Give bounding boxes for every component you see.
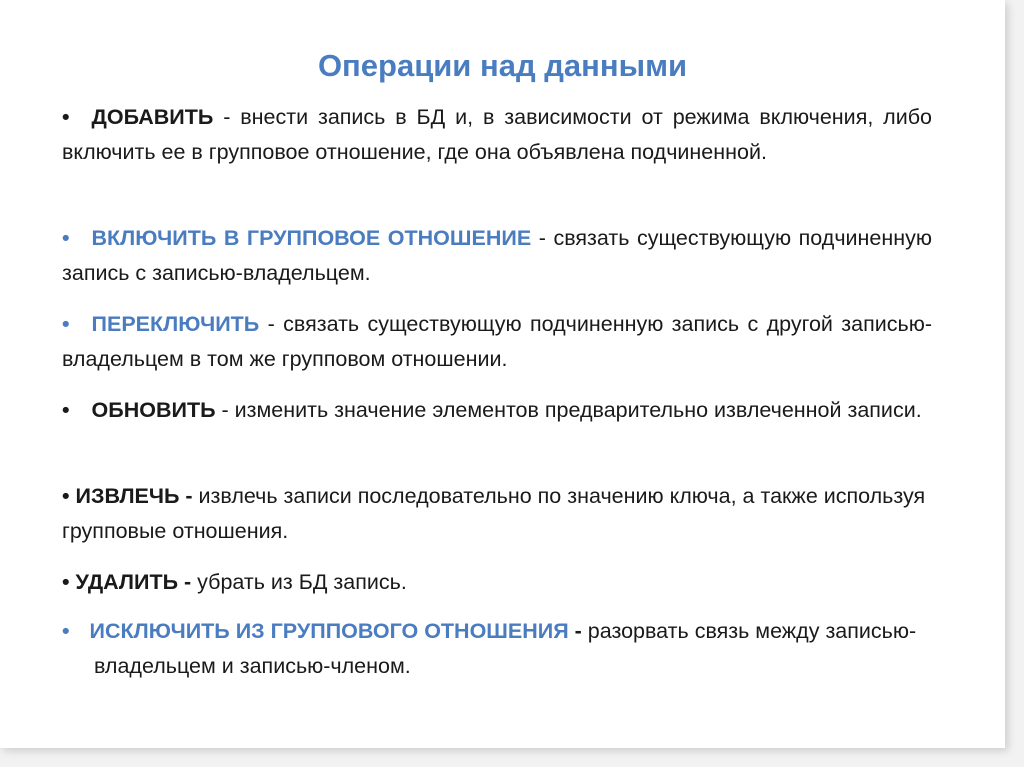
item-text: убрать из БД запись. bbox=[197, 570, 407, 594]
item-text: извлечь записи последовательно по значению ключа, а также используя групповые отношения. bbox=[62, 484, 926, 543]
list-item-fetch bbox=[62, 479, 932, 549]
item-keyword: ВКЛЮЧИТЬ В ГРУППОВОЕ ОТНОШЕНИЕ bbox=[91, 226, 532, 250]
bullet-icon: • bbox=[62, 484, 70, 508]
item-text: изменить значение элементов предварительно извлеченной записи. bbox=[234, 398, 922, 422]
item-keyword: ИСКЛЮЧИТЬ ИЗ ГРУППОВОГО ОТНОШЕНИЯ bbox=[89, 619, 569, 643]
item-dash: - bbox=[531, 226, 554, 250]
list-item-update bbox=[62, 393, 932, 428]
item-dash: - bbox=[179, 484, 199, 508]
item-text: внести запись в БД и, в зависимости от режима включения, либо включить ее в групповое отношение, где она объявлена подчиненной. bbox=[62, 105, 933, 164]
list-item-exclude bbox=[62, 614, 964, 684]
list-item-include bbox=[62, 221, 932, 291]
bullet-icon: • bbox=[62, 312, 70, 336]
item-keyword: ИЗВЛЕЧЬ bbox=[75, 484, 180, 508]
bullet-icon: • bbox=[62, 570, 70, 594]
item-text: связать существующую подчиненную запись с другой записью-владельцем в том же групповом отношении. bbox=[62, 312, 933, 371]
item-dash: - bbox=[213, 105, 241, 129]
slide-title: Операции над данными bbox=[317, 48, 688, 83]
bullet-icon: • bbox=[62, 619, 70, 643]
item-text: связать существующую подчиненную запись с записью-владельцем. bbox=[62, 226, 932, 285]
bullet-icon: • bbox=[62, 226, 70, 250]
bullet-icon: • bbox=[62, 398, 70, 422]
item-keyword: ПЕРЕКЛЮЧИТЬ bbox=[91, 312, 260, 336]
item-keyword: ОБНОВИТЬ bbox=[91, 398, 216, 422]
list-item-add bbox=[62, 100, 932, 170]
list-item-delete bbox=[62, 565, 932, 600]
item-text: разорвать связь между записью-владельцем и записью-членом. bbox=[94, 619, 917, 678]
item-dash: - bbox=[178, 570, 198, 594]
bullet-icon: • bbox=[62, 105, 70, 129]
item-dash: - bbox=[568, 619, 588, 643]
item-dash: - bbox=[215, 398, 235, 422]
item-keyword: УДАЛИТЬ bbox=[75, 570, 179, 594]
list-item-switch bbox=[62, 307, 932, 377]
item-keyword: ДОБАВИТЬ bbox=[91, 105, 214, 129]
item-dash: - bbox=[259, 312, 284, 336]
